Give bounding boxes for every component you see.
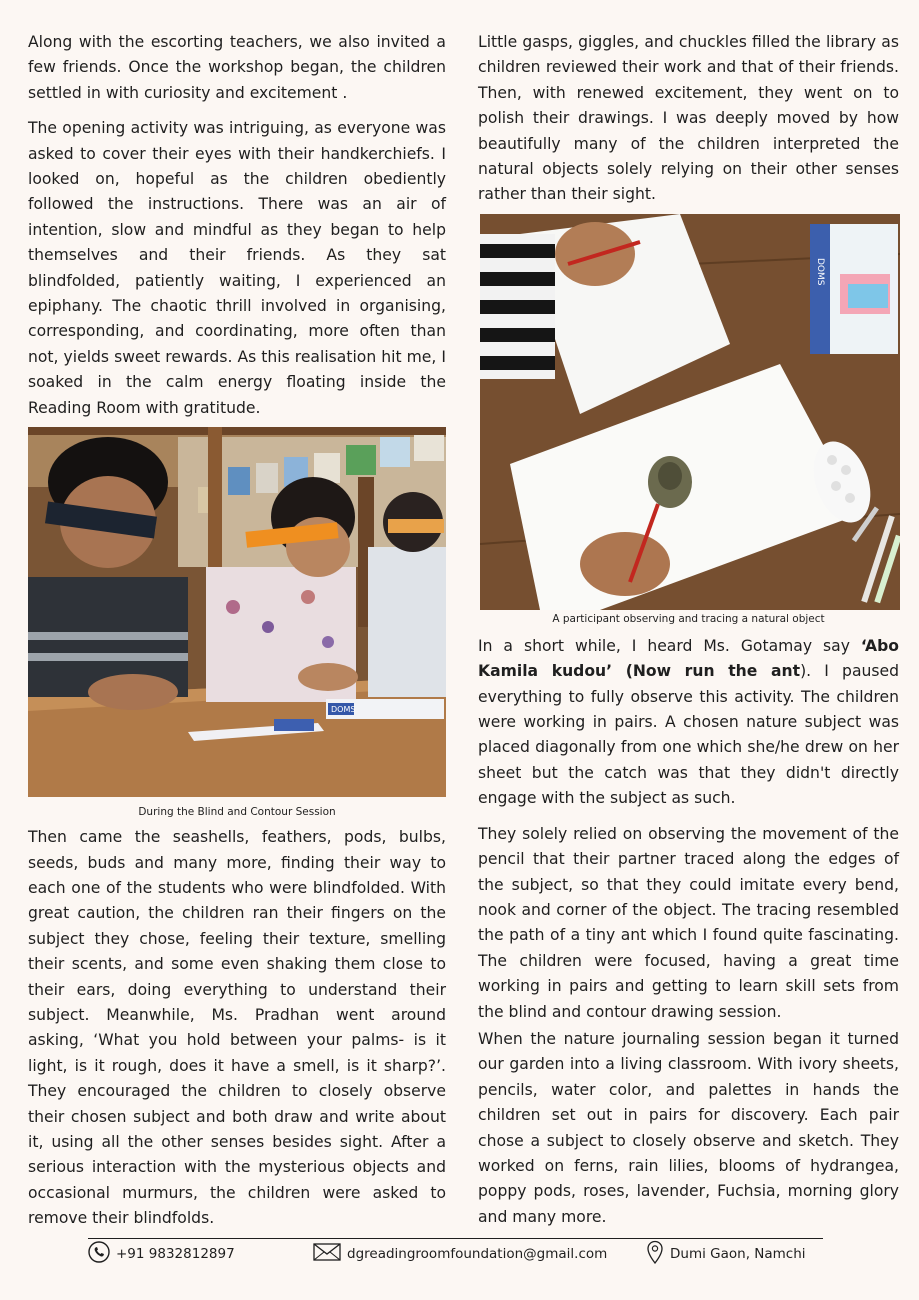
left-column xyxy=(28,30,446,1232)
brand-label: DOMS xyxy=(331,705,356,715)
tracing-activity-photo xyxy=(480,214,900,610)
paragraph-text: ( xyxy=(612,662,633,681)
paragraph: Then came the seashells, feathers, pods, bulbs, seeds, buds and many more, finding their way to each one of the students who were blindfolded. With great caution, the children ran their fingers on the subject they chose, feeling their texture, smelling their scents, and some even shaking them close to their ears, doing everything to understand their subject. Meanwhile, Ms. Pradhan went around asking, ‘What you hold between your palms- is it light, is it rough, does it have a smell, is it sharp?’. They encouraged the children to closely observe their chosen subject and both draw and write about it, using all the other senses besides sight. After a serious interaction with the mysterious objects and occasional murmurs, the children were asked to remove their blindfolds. xyxy=(28,828,446,1228)
paragraph xyxy=(478,634,899,812)
brand-label: DOMS xyxy=(815,257,825,286)
photo-illustration xyxy=(28,427,446,797)
photo-illustration xyxy=(480,214,900,610)
phone-number: +91 9832812897 xyxy=(116,1246,235,1262)
footer-phone[interactable] xyxy=(88,1243,235,1265)
translation-phrase: Now run the ant xyxy=(632,662,801,681)
envelope-icon xyxy=(313,1242,341,1266)
footer-divider xyxy=(88,1238,823,1239)
quoted-phrase: ‘Abo Kamila kudou’ xyxy=(478,636,899,681)
footer-location[interactable] xyxy=(646,1243,806,1265)
paragraph-text: In a short while, I heard Ms. Gotamay say xyxy=(478,636,861,655)
photo-caption: During the Blind and Contour Session xyxy=(138,806,336,819)
paragraph: Little gasps, giggles, and chuckles filled the library as children reviewed their work and that of their friends. Then, with renewed excitement, they went on to polish their drawings. I was deeply moved by how beautifully many of the children interpreted the natural objects solely relying on their other senses rather than their sight. xyxy=(478,33,899,204)
location-text: Dumi Gaon, Namchi xyxy=(670,1246,806,1262)
phone-icon xyxy=(88,1241,110,1267)
paragraph: The opening activity was intriguing, as everyone was asked to cover their eyes with their handkerchiefs. I looked on, hopeful as the children obediently followed the instructions. There was an air of intention, slow and mindful as they began to help themselves and their friends. As they sat blindfolded, patiently waiting, I experienced an epiphany. The chaotic thrill involved in organising, corresponding, and coordinating, more often than not, yields sweet rewards. As this realisation hit me, I soaked in the calm energy floating inside the Reading Room with gratitude. xyxy=(28,119,446,417)
right-column xyxy=(478,30,899,1230)
paragraph: When the nature journaling session began it turned our garden into a living classroom. With ivory sheets, pencils, water color, and palettes in hands the children set out in pairs for discovery. Each pair chose a subject to closely observe and sketch. They worked on ferns, rain lilies, blooms of hydrangea, poppy pods, roses, lavender, Fuchsia, morning glory and many more. xyxy=(478,1029,899,1226)
footer-email[interactable] xyxy=(313,1243,607,1265)
blindfold-session-photo xyxy=(28,427,446,797)
paragraph: They solely relied on observing the movement of the pencil that their partner traced along the edges of the subject, so that they could imitate every bend, nook and corner of the object. The tracing resembled the path of a tiny ant which I found quite fascinating. The children were focused, having a great time working in pairs and getting to learn skill sets from the blind and contour drawing session. xyxy=(478,824,899,1021)
paragraph: Along with the escorting teachers, we also invited a few friends. Once the workshop began, the children settled in with curiosity and excitement . xyxy=(28,33,446,102)
paragraph-text: ). I paused everything to fully observe this activity. The children were working in pairs. A chosen nature subject was placed diagonally from one which she/he drew on her sheet but the catch was that they didn't directly engage with the subject as such. xyxy=(478,662,900,808)
photo-caption: A participant observing and tracing a natural object xyxy=(552,612,825,625)
location-pin-icon xyxy=(646,1240,664,1268)
email-address: dgreadingroomfoundation@gmail.com xyxy=(347,1246,608,1262)
